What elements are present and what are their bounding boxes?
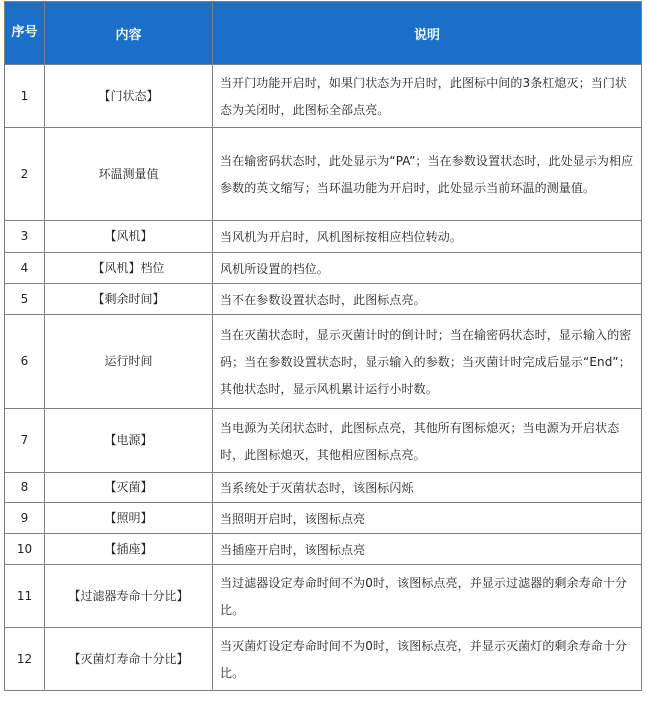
table-header-row: [5, 2, 642, 65]
table-row: [5, 565, 642, 628]
description-table: [4, 1, 642, 691]
row-content: 【灭菌灯寿命十分比】: [45, 628, 213, 691]
row-no: 6: [5, 315, 45, 409]
row-desc: 当在灭菌状态时，显示灭菌计时的倒计时；当在输密码状态时，显示输入的密码；当在参数设置状态时，显示输入的参数；当灭菌计时完成后显示“End”；其他状态时，显示风机累计运行小时数。: [213, 315, 642, 409]
row-no: 5: [5, 284, 45, 315]
row-desc: 当过滤器设定寿命时间不为0时，该图标点亮，并显示过滤器的剩余寿命十分比。: [213, 565, 642, 628]
row-desc: 当插座开启时，该图标点亮: [213, 534, 642, 565]
table-row: [5, 221, 642, 253]
table-row: [5, 534, 642, 565]
row-no: 8: [5, 473, 45, 503]
row-no: 11: [5, 565, 45, 628]
row-no: 1: [5, 65, 45, 128]
row-no: 7: [5, 409, 45, 473]
table-row: [5, 65, 642, 128]
row-content: 【风机】: [45, 221, 213, 253]
row-desc: 当灭菌灯设定寿命时间不为0时，该图标点亮，并显示灭菌灯的剩余寿命十分比。: [213, 628, 642, 691]
row-content: 【插座】: [45, 534, 213, 565]
row-desc: 当开门功能开启时，如果门状态为开启时，此图标中间的3条杠熄灭；当门状态为关闭时，此图标全部点亮。: [213, 65, 642, 128]
row-content: 【门状态】: [45, 65, 213, 128]
row-content: 运行时间: [45, 315, 213, 409]
table-row: [5, 253, 642, 284]
row-content: 【风机】档位: [45, 253, 213, 284]
row-content: 【灭菌】: [45, 473, 213, 503]
row-content: 【电源】: [45, 409, 213, 473]
row-no: 4: [5, 253, 45, 284]
description-table-container: [4, 1, 641, 691]
row-no: 12: [5, 628, 45, 691]
row-desc: 当照明开启时，该图标点亮: [213, 503, 642, 534]
table-row: [5, 409, 642, 473]
row-no: 3: [5, 221, 45, 253]
row-content: 【剩余时间】: [45, 284, 213, 315]
table-row: [5, 315, 642, 409]
table-row: [5, 473, 642, 503]
row-desc: 当不在参数设置状态时，此图标点亮。: [213, 284, 642, 315]
table-row: [5, 128, 642, 221]
row-desc: 风机所设置的档位。: [213, 253, 642, 284]
header-desc: 说明: [213, 2, 642, 65]
row-desc: 当在输密码状态时，此处显示为“PA”；当在参数设置状态时，此处显示为相应参数的英文缩写；当环温功能为开启时，此处显示当前环温的测量值。: [213, 128, 642, 221]
row-desc: 当电源为关闭状态时，此图标点亮，其他所有图标熄灭；当电源为开启状态时，此图标熄灭，其他相应图标点亮。: [213, 409, 642, 473]
row-content: 环温测量值: [45, 128, 213, 221]
header-content: 内容: [45, 2, 213, 65]
header-no: [5, 2, 45, 65]
row-desc: 当风机为开启时，风机图标按相应档位转动。: [213, 221, 642, 253]
table-row: [5, 503, 642, 534]
table-row: [5, 628, 642, 691]
row-no: 9: [5, 503, 45, 534]
row-content: 【照明】: [45, 503, 213, 534]
table-row: [5, 284, 642, 315]
row-desc: 当系统处于灭菌状态时，该图标闪烁: [213, 473, 642, 503]
row-content: 【过滤器寿命十分比】: [45, 565, 213, 628]
row-no: 2: [5, 128, 45, 221]
header-no-text: 序号: [11, 25, 38, 40]
row-no: 10: [5, 534, 45, 565]
